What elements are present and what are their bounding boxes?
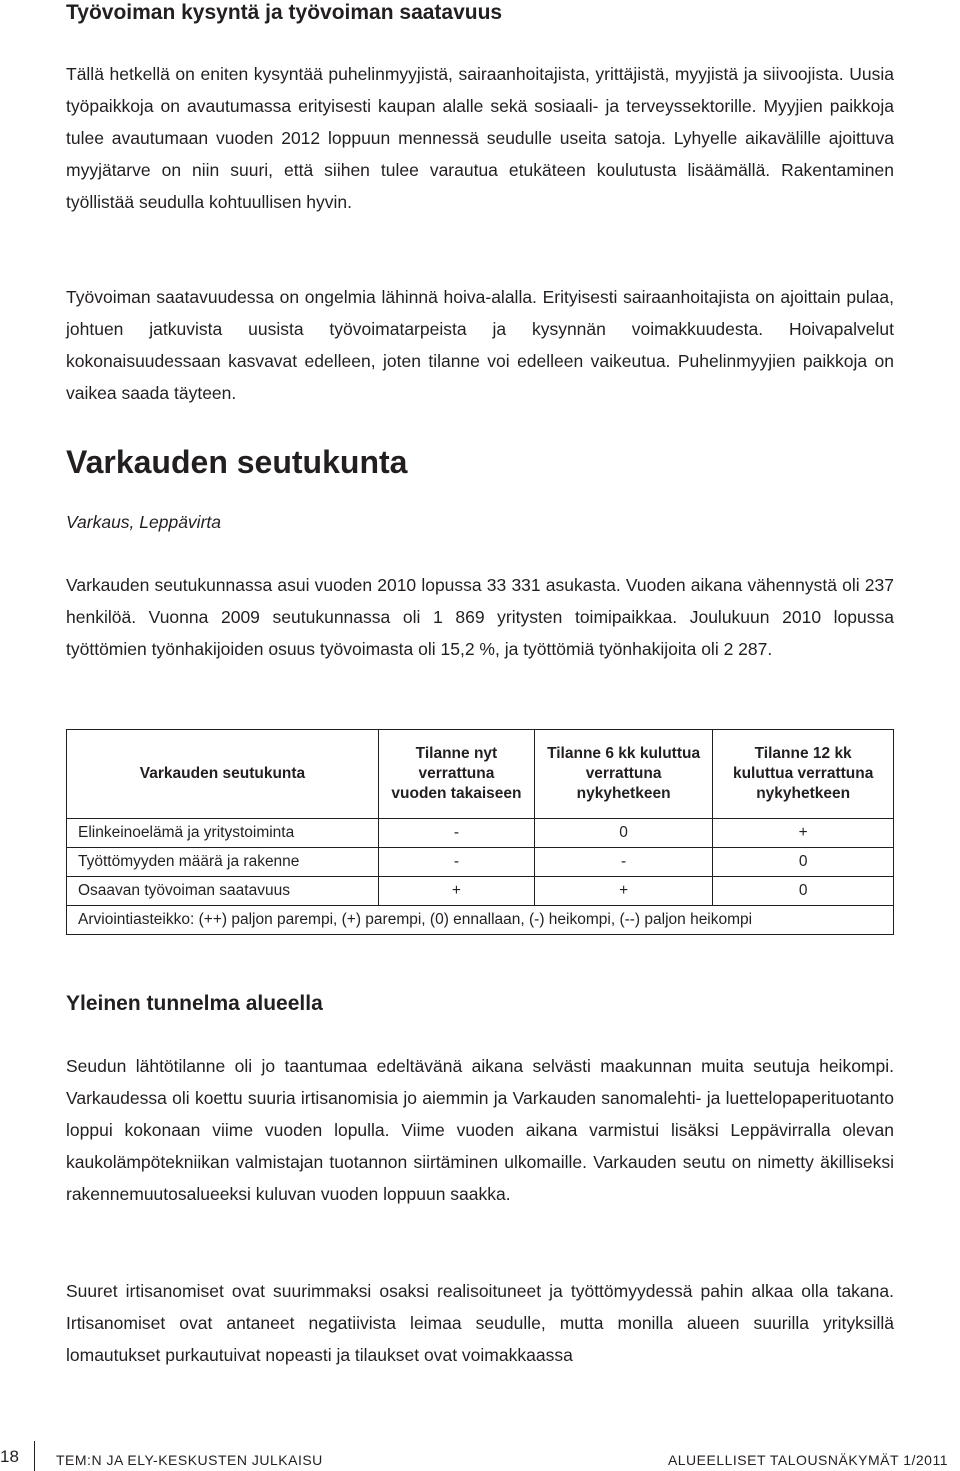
table-cell: - <box>379 848 535 877</box>
table-cell: Osaavan työvoiman saatavuus <box>67 877 379 906</box>
page-footer <box>0 1441 960 1471</box>
table-cell: + <box>713 819 894 848</box>
paragraph-labour-demand: Tällä hetkellä on eniten kysyntää puhelinmyyjistä, sairaanhoitajista, yrittäjistä, myyjistä ja siivoojista. Uusia työpaikkoja on avautumassa erityisesti kaupan alalle sekä sosiaali- ja terveyssektorille. Myyjien paikkoja tulee avautumaan vuoden 2012 loppuun mennessä seudulle useita satoja. Lyhyelle aikavälille ajoittuva myyjätarve on niin suuri, että siihen tulee varautua etukäteen koulutusta lisäämällä. Rakentaminen työllistää seudulla kohtuullisen hyvin. <box>66 64 894 212</box>
region-subtitle: Varkaus, Leppävirta <box>66 512 221 532</box>
table-cell: - <box>379 819 535 848</box>
rating-scale-note: Arviointiasteikko: (++) paljon parempi, (+) parempi, (0) ennallaan, (-) heikompi, (--) paljon heikompi <box>67 906 894 935</box>
footer-publisher: TEM:N JA ELY-KESKUSTEN JULKAISU <box>56 1452 323 1468</box>
paragraph-general-mood-1: Seudun lähtötilanne oli jo taantumaa edeltävänä aikana selvästi maakunnan muita seutuja heikompi. Varkaudessa oli koettu suuria irtisanomisia jo aiemmin ja Varkauden sanomalehti- ja luettelopaperituotanto loppui kokonaan viime vuoden lopulla. Viime vuoden aikana varmistui lisäksi Leppävirralla olevan kaukolämpötekniikan valmistajan tuotannon siirtäminen ulkomaille. Varkauden seutu on nimetty äkilliseksi rakennemuutosalueeksi kuluvan vuoden loppuun saakka. <box>66 1056 894 1204</box>
table-cell: + <box>534 877 712 906</box>
section-title-general-mood: Yleinen tunnelma alueella <box>66 992 323 1015</box>
table-row <box>67 877 894 906</box>
table-header: Tilanne 12 kk kuluttua verrattuna nykyhetkeen <box>713 730 894 819</box>
table-cell: - <box>534 848 712 877</box>
paragraph-labour-availability: Työvoiman saatavuudessa on ongelmia lähinnä hoiva-alalla. Erityisesti sairaanhoitajista on ajoittain pulaa, johtuen jatkuvista uusista työvoimatarpeista ja kysynnän voimakkuudesta. Hoivapalvelut kokonaisuudessaan kasvavat edelleen, joten tilanne voi edelleen vaikeutua. Puhelinmyyjien paikkoja on vaikea saada täyteen. <box>66 287 894 403</box>
table-cell: 0 <box>534 819 712 848</box>
table-row <box>67 848 894 877</box>
paragraph-general-mood-2: Suuret irtisanomiset ovat suurimmaksi osaksi realisoituneet ja työttömyydessä pahin alkaa olla takana. Irtisanomiset ovat antaneet negatiivista leimaa seudulle, mutta monilla alueen suurilla yrityksillä lomautukset purkautuivat nopeasti ja tilaukset ovat voimakkaassa <box>66 1281 894 1365</box>
table-header: Tilanne nyt verrattuna vuoden takaiseen <box>379 730 535 819</box>
footer-divider <box>34 1441 35 1471</box>
table-cell: + <box>379 877 535 906</box>
table-row <box>67 819 894 848</box>
outlook-table <box>66 729 894 935</box>
page-number: 18 <box>0 1447 19 1466</box>
table-header: Tilanne 6 kk kuluttua verrattuna nykyhetkeen <box>534 730 712 819</box>
table-cell: Elinkeinoelämä ja yritystoiminta <box>67 819 379 848</box>
section-title-labour-demand: Työvoiman kysyntä ja työvoiman saatavuus <box>66 1 503 24</box>
table-cell: Työttömyyden määrä ja rakenne <box>67 848 379 877</box>
table-cell: 0 <box>713 877 894 906</box>
table-header-row <box>67 730 894 819</box>
paragraph-region-stats: Varkauden seutukunnassa asui vuoden 2010 lopussa 33 331 asukasta. Vuoden aikana vähennystä oli 237 henkilöä. Vuonna 2009 seutukunnassa oli 1 869 yritysten toimipaikkaa. Joulukuun 2010 lopussa työttömien työnhakijoiden osuus työvoimasta oli 15,2 %, ja työttömiä työnhakijoita oli 2 287. <box>66 575 894 659</box>
table-note-row <box>67 906 894 935</box>
table-header: Varkauden seutukunta <box>67 730 379 819</box>
table-cell: 0 <box>713 848 894 877</box>
region-title: Varkauden seutukunta <box>66 444 408 480</box>
footer-publication: ALUEELLISET TALOUSNÄKYMÄT 1/2011 <box>667 1452 948 1468</box>
